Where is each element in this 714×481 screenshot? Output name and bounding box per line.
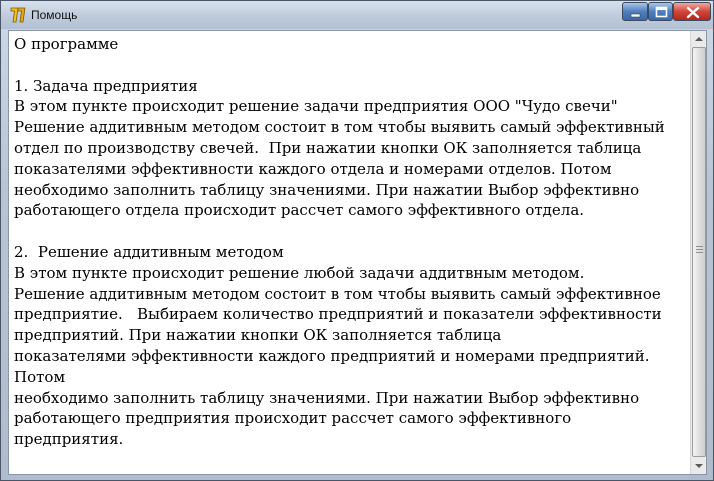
minimize-icon	[623, 3, 649, 22]
client-area	[8, 30, 707, 475]
help-text-memo[interactable]	[9, 31, 689, 474]
memo-line: показателями эффективности каждого отдела и номерами отделов. Потом	[14, 159, 612, 178]
memo-line: показателями эффективности каждого предприятий и номерами предприятий.	[14, 346, 650, 365]
memo-line: 1. Задача предприятия	[14, 76, 198, 95]
scroll-up-arrow-icon[interactable]	[692, 32, 706, 46]
scrollbar-thumb[interactable]	[692, 47, 706, 457]
memo-line: 2. Решение аддитивным методом	[14, 242, 284, 261]
close-icon	[674, 3, 712, 22]
memo-line: Потом	[14, 367, 66, 386]
memo-line: отдел по производству свечей. При нажатии кнопки ОК заполняется таблица	[14, 138, 642, 157]
memo-line: работающего отдела происходит рассчет самого эффективного отдела.	[14, 201, 585, 220]
memo-line: необходимо заполнить таблицу значениями. При нажатии Выбор эффективно	[14, 180, 640, 199]
window-title: Помощь	[31, 8, 78, 22]
memo-line: предприятий. При нажатии кнопки ОК заполняется таблица	[14, 326, 502, 345]
memo-line: В этом пункте происходит решение любой задачи аддитвным методом.	[14, 263, 585, 282]
memo-line: работающего предприятия происходит рассчет самого эффективного	[14, 409, 572, 428]
scrollbar-grip-icon	[696, 246, 703, 254]
minimize-button[interactable]	[622, 2, 648, 21]
maximize-icon	[649, 3, 674, 22]
memo-line: Решение аддитивным методом состоит в том чтобы выявить самый эффективный	[14, 118, 665, 137]
memo-line: предприятие. Выбираем количество предприятий и показатели эффективности	[14, 305, 662, 324]
delphi-app-icon	[9, 6, 27, 24]
memo-line	[14, 55, 689, 76]
memo-line: О программе	[14, 35, 119, 53]
maximize-button[interactable]	[648, 2, 673, 21]
memo-line	[14, 221, 689, 242]
close-button[interactable]	[673, 2, 711, 21]
scroll-down-arrow-icon[interactable]	[692, 459, 706, 473]
memo-line: необходимо заполнить таблицу значениями. При нажатии Выбор эффективно	[14, 388, 640, 407]
title-bar[interactable]	[1, 1, 713, 29]
memo-line: В этом пункте происходит решение задачи предприятия ООО "Чудо свечи"	[14, 97, 618, 116]
memo-line: Решение аддитивным методом состоит в том чтобы выявить самый эффективное	[14, 284, 661, 303]
memo-line: предприятия.	[14, 430, 124, 449]
vertical-scrollbar[interactable]	[690, 31, 706, 474]
